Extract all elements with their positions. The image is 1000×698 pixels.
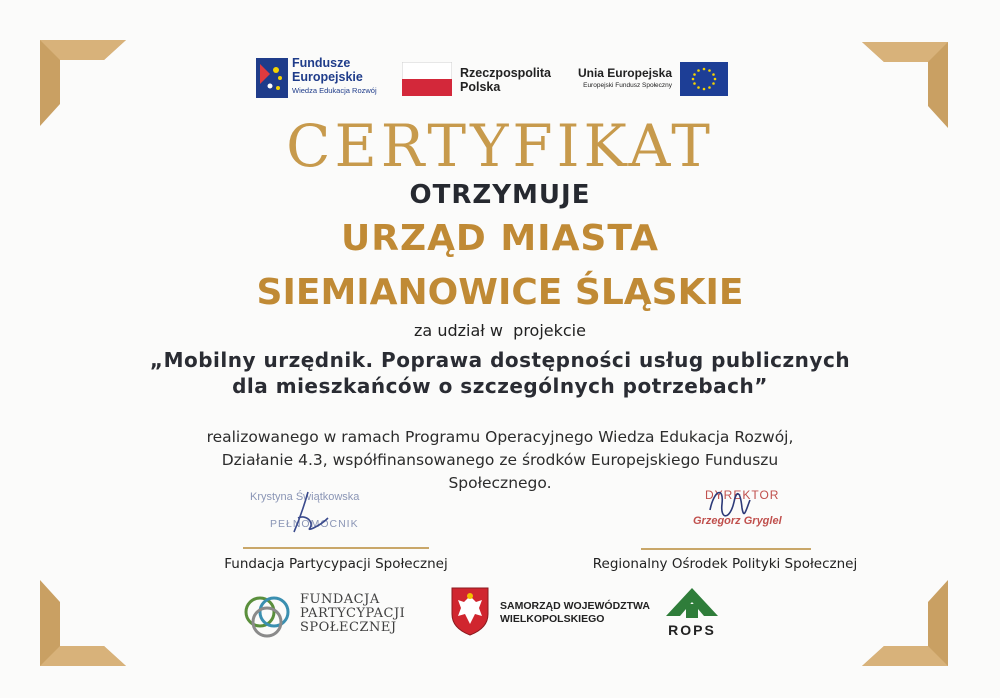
fps-logo-line1: FUNDACJA xyxy=(300,592,380,607)
project-name-line1: „Mobilny urzędnik. Poprawa dostępności usług publicznych xyxy=(149,348,851,372)
left-stamp-role: PEŁNOMOCNIK xyxy=(270,518,359,530)
right-handwritten-signature xyxy=(700,480,760,530)
fundusze-europejskie-emblem-icon xyxy=(256,58,288,98)
fe-logo-line2: Europejskie xyxy=(292,70,363,84)
ue-logo-line1: Unia Europejska xyxy=(577,66,672,80)
ue-logo-line2: Europejski Fundusz Społeczny xyxy=(583,82,672,89)
program-description-line2: Działanie 4.3, współfinansowanego ze środków Europejskiego Funduszu xyxy=(221,451,779,469)
eu-flag-icon xyxy=(680,62,728,96)
unia-europejska-logo xyxy=(566,60,732,100)
rp-logo-line2: Polska xyxy=(460,80,501,94)
rops-logo xyxy=(660,586,724,640)
right-stamp-name: Grzegorz Gryglel xyxy=(693,515,782,527)
fundacja-partycypacji-logo xyxy=(242,590,412,640)
left-stamp-name: Krystyna Świątkowska xyxy=(250,491,360,503)
samorzad-wojewodztwa-logo xyxy=(450,586,650,638)
receives-label: OTRZYMUJE xyxy=(409,180,591,210)
fundusze-europejskie-logo xyxy=(256,56,396,102)
sw-logo-line2: WIELKOPOLSKIEGO xyxy=(500,613,605,625)
left-signature-line xyxy=(243,547,429,549)
fe-logo-line1: Fundusze xyxy=(292,56,351,70)
polish-flag-icon xyxy=(402,62,452,96)
left-handwritten-signature xyxy=(280,488,340,538)
project-name-line2: dla mieszkańców o szczególnych potrzebach” xyxy=(232,374,768,398)
right-signature-line xyxy=(641,548,811,550)
right-stamp-role: DYREKTOR xyxy=(705,488,780,502)
rzeczpospolita-polska-logo xyxy=(402,60,552,100)
recipient-line2: SIEMIANOWICE ŚLĄSKIE xyxy=(256,272,744,313)
recipient-line1: URZĄD MIASTA xyxy=(341,218,659,259)
certificate-title: CERTYFIKAT xyxy=(286,112,714,180)
fps-rings-icon xyxy=(242,590,294,640)
rops-logo-text: ROPS xyxy=(668,622,716,638)
program-description-line3: Społecznego. xyxy=(448,474,552,492)
corner-ornament-bottom-right xyxy=(862,580,948,666)
rp-logo-line1: Rzeczpospolita xyxy=(460,66,551,80)
left-signatory-org: Fundacja Partycypacji Społecznej xyxy=(224,556,448,572)
rops-emblem-icon xyxy=(664,586,720,620)
wielkopolska-coat-of-arms-icon xyxy=(450,586,490,636)
program-description-line1: realizowanego w ramach Programu Operacyjnego Wiedza Edukacja Rozwój, xyxy=(206,428,794,446)
participation-intro: za udział w projekcie xyxy=(414,321,586,340)
right-signatory-org: Regionalny Ośrodek Polityki Społecznej xyxy=(592,556,858,572)
sw-logo-line1: SAMORZĄD WOJEWÓDZTWA xyxy=(500,600,650,612)
fe-logo-line3: Wiedza Edukacja Rozwój xyxy=(292,86,377,95)
fps-logo-line3: SPOŁECZNEJ xyxy=(300,620,397,635)
corner-ornament-bottom-left xyxy=(40,580,126,666)
fps-logo-line2: PARTYCYPACJI xyxy=(300,606,406,621)
